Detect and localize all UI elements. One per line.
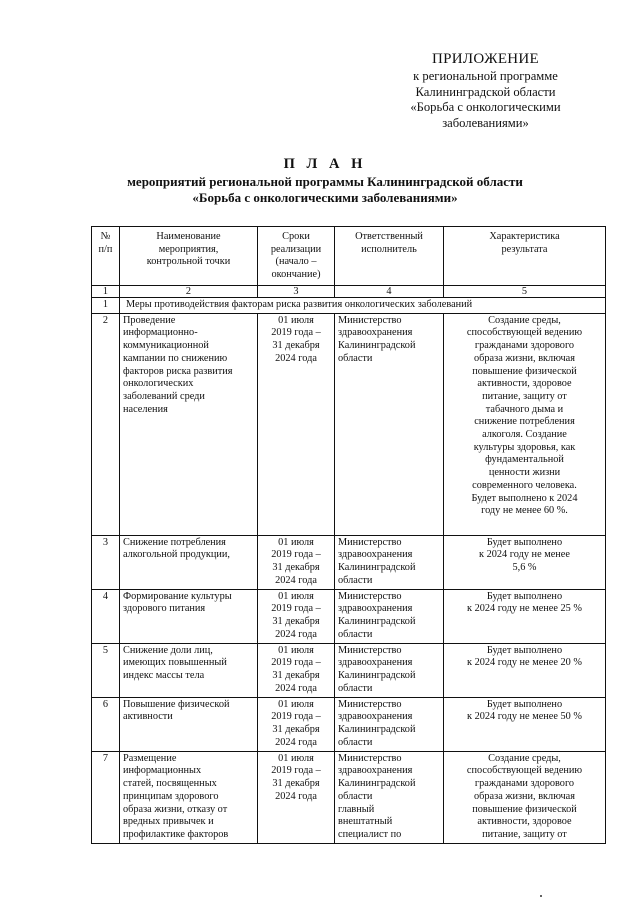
section-title: Меры противодействия факторам риска развития онкологических заболеваний (120, 298, 606, 314)
row-period: 01 июля 2019 года – 31 декабря 2024 года (258, 643, 335, 697)
column-number: 2 (120, 286, 258, 298)
row-name: Повышение физической активности (120, 697, 258, 751)
appendix-heading: ПРИЛОЖЕНИЕ (431, 51, 540, 67)
row-number: 5 (92, 643, 120, 697)
plan-subtitle: мероприятий региональной программы Калининградской области (127, 174, 523, 189)
row-number: 3 (92, 535, 120, 589)
column-numbers-row (92, 286, 606, 298)
plan-title-block (60, 154, 590, 206)
row-number: 2 (92, 313, 120, 535)
table-header-row (92, 227, 606, 286)
row-executor: Министерство здравоохранения Калининградской области (335, 313, 444, 535)
appendix-line: «Борьба с онкологическими (410, 100, 561, 115)
column-number: 1 (92, 286, 120, 298)
header-period: Сроки реализации (начало – окончание) (258, 227, 335, 286)
row-result: Будет выполнено к 2024 году не менее 25 % (444, 589, 606, 643)
row-name: Проведение информационно- коммуникационной кампании по снижению факторов риска развития онкологических заболеваний среди населения (120, 313, 258, 535)
appendix-line: Калининградской области (415, 84, 556, 99)
row-result: Будет выполнено к 2024 году не менее 20 % (444, 643, 606, 697)
header-name: Наименование мероприятия, контрольной точки (120, 227, 258, 286)
row-result: Будет выполнено к 2024 году не менее 50 % (444, 697, 606, 751)
row-period: 01 июля 2019 года – 31 декабря 2024 года (258, 697, 335, 751)
row-result: Создание среды, способствующей ведению гражданами здорового образа жизни, включая повышение физической активности, здоровое питание, защиту от (444, 751, 606, 843)
row-name: Снижение доли лиц, имеющих повышенный индекс массы тела (120, 643, 258, 697)
row-name: Снижение потребления алкогольной продукции, (120, 535, 258, 589)
table-row (92, 313, 606, 535)
appendix-block (378, 50, 593, 131)
row-name: Размещение информационных статей, посвященных принципам здорового образа жизни, отказу от вредных привычек и профилактике факторов (120, 751, 258, 843)
row-executor: Министерство здравоохранения Калининградской области (335, 697, 444, 751)
row-executor: Министерство здравоохранения Калининградской области (335, 643, 444, 697)
column-number: 3 (258, 286, 335, 298)
section-row (92, 298, 606, 314)
appendix-line: к региональной программе (413, 69, 558, 83)
row-number: 7 (92, 751, 120, 843)
page-mark (540, 895, 542, 897)
plan-table (91, 226, 606, 844)
table-row (92, 697, 606, 751)
header-number: № п/п (92, 227, 120, 286)
appendix-line: заболеваниями» (442, 115, 529, 130)
section-number: 1 (92, 298, 120, 314)
row-number: 4 (92, 589, 120, 643)
table-row (92, 589, 606, 643)
row-period: 01 июля 2019 года – 31 декабря 2024 года (258, 535, 335, 589)
column-number: 4 (335, 286, 444, 298)
row-executor: Министерство здравоохранения Калининградской области (335, 535, 444, 589)
row-period: 01 июля 2019 года – 31 декабря 2024 года (258, 751, 335, 843)
plan-title: П Л А Н (283, 156, 367, 172)
table-row (92, 535, 606, 589)
row-period: 01 июля 2019 года – 31 декабря 2024 года (258, 589, 335, 643)
table-row (92, 643, 606, 697)
header-result: Характеристика результата (444, 227, 606, 286)
row-executor: Министерство здравоохранения Калининградской области главный внештатный специалист по (335, 751, 444, 843)
row-period: 01 июля 2019 года – 31 декабря 2024 года (258, 313, 335, 535)
row-result: Будет выполнено к 2024 году не менее 5,6 % (444, 535, 606, 589)
row-executor: Министерство здравоохранения Калининградской области (335, 589, 444, 643)
table-row (92, 751, 606, 843)
row-result: Создание среды, способствующей ведению гражданами здорового образа жизни, включая повышение физической активности, здоровое питание, защиту от табачного дыма и снижение потребления алкоголя. Создание культуры здоровья, как фундаментальной ценности жизни современного человека. Будет выполнено к 2024 году не менее 60 %. (444, 313, 606, 535)
row-name: Формирование культуры здорового питания (120, 589, 258, 643)
plan-subtitle: «Борьба с онкологическими заболеваниями» (192, 190, 458, 205)
column-number: 5 (444, 286, 606, 298)
row-number: 6 (92, 697, 120, 751)
header-executor: Ответственный исполнитель (335, 227, 444, 286)
